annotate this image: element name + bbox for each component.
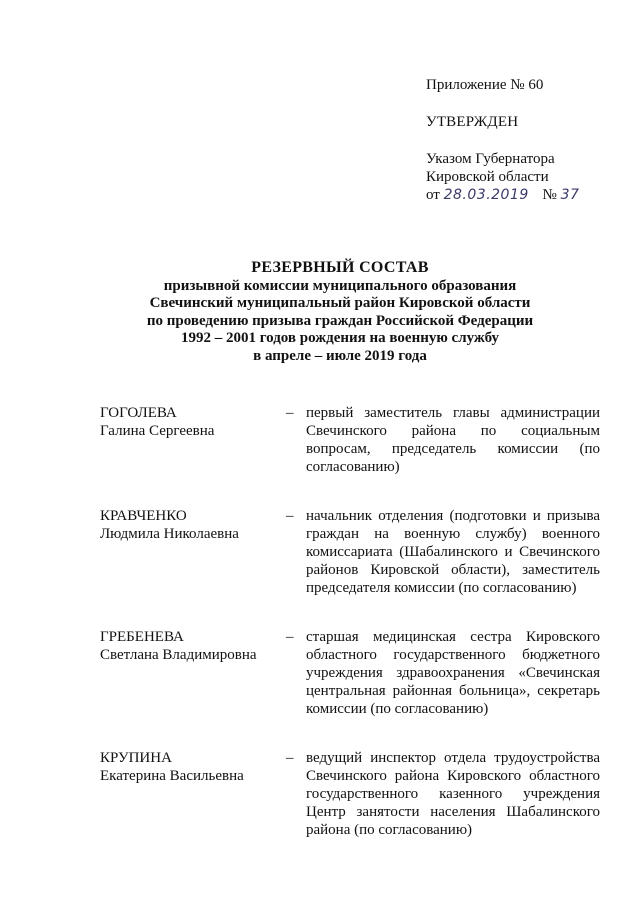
member-description: первый заместитель главы администрации Свечинского района по социальным вопросам, председатель комиссии (по согласованию) [306,405,600,475]
title-line: призывной комиссии муниципального образования [163,277,517,294]
title-line: по проведению призыва граждан Российской Федерации [146,312,534,329]
member-surname: КРАВЧЕНКО [100,508,187,524]
member-entry [100,628,600,718]
title-line: Свечинский муниципальный район Кировской области [149,295,531,311]
member-list [100,404,600,870]
member-dash: – [286,405,294,421]
title-line: 1992 – 2001 годов рождения на военную службу [180,330,500,346]
title-line: в апреле – июле 2019 года [253,347,427,364]
member-entry [100,507,600,597]
decree-line-1: Указом Губернатора [426,151,555,167]
member-entry [100,404,600,476]
member-name [100,404,280,440]
member-surname: ГРЕБЕНЕВА [100,629,184,645]
main-title: РЕЗЕРВНЫЙ СОСТАВ [251,259,429,276]
member-entry [100,749,600,839]
member-surname: ГОГОЛЕВА [100,405,177,421]
member-given-name: Людмила Николаевна [100,526,239,542]
member-name [100,507,280,543]
member-dash: – [286,629,294,645]
decree-line-2: Кировской области [426,169,549,185]
member-name [100,628,280,664]
approval-block [426,76,626,204]
member-description: старшая медицинская сестра Кировского областного государственного бюджетного учреждения здравоохранения «Свечинская центральная районная больница», секретарь комиссии (по согласованию) [306,629,600,717]
member-given-name: Светлана Владимировна [100,647,257,663]
handwritten-date: 28.03.2019 [443,187,529,203]
document-title [80,259,600,365]
member-surname: КРУПИНА [100,750,172,766]
approved-label: УТВЕРЖДЕН [426,114,519,130]
member-dash: – [286,750,294,766]
number-prefix: № [542,187,557,203]
member-given-name: Галина Сергеевна [100,423,215,439]
appendix-number: Приложение № 60 [426,77,544,93]
handwritten-number: 37 [560,187,580,203]
date-prefix: от [426,187,440,203]
member-given-name: Екатерина Васильевна [100,768,244,784]
member-description: ведущий инспектор отдела трудоустройства Свечинского района Кировского областного государственного казенного учреждения Центр занятости населения Шабалинского района (по согласованию) [306,750,600,838]
member-description: начальник отделения (подготовки и призыва граждан на военную службу) военного комиссариата (Шабалинского и Свечинского районов Кировской области), заместитель председателя комиссии (по согласованию) [306,508,600,596]
member-dash: – [286,508,294,524]
member-name [100,749,280,785]
decree-date-row [426,186,626,204]
